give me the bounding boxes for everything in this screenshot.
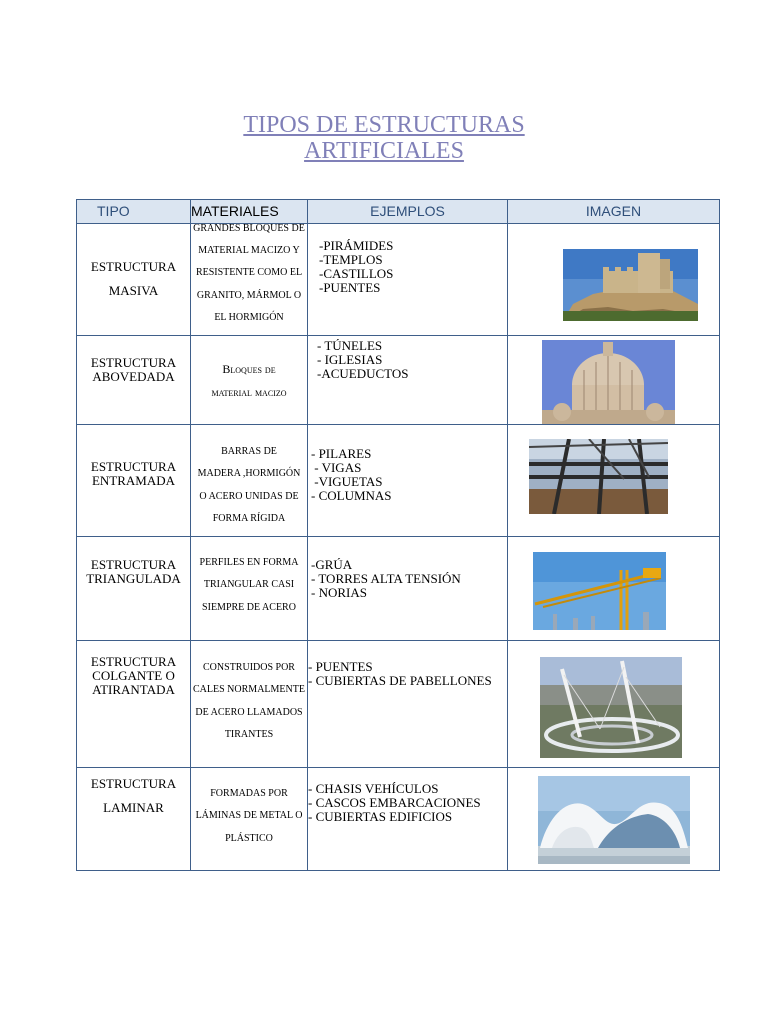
table-row bbox=[77, 536, 720, 640]
castle-photo bbox=[563, 249, 698, 321]
ejemplo-line: - PUENTES bbox=[308, 658, 373, 674]
mat-line: PERFILES EN FORMA bbox=[199, 556, 299, 568]
page-title bbox=[0, 112, 768, 164]
ejemplo-line: - CASCOS EMBARCACIONES bbox=[308, 794, 481, 810]
tipo-line: ESTRUCTURA bbox=[90, 775, 177, 791]
tipo-line: ATIRANTADA bbox=[92, 681, 175, 697]
header-ejemplos: EJEMPLOS bbox=[308, 200, 508, 224]
tipo-line: ABOVEDADA bbox=[92, 368, 175, 384]
ejemplo-line: - COLUMNAS bbox=[311, 487, 392, 503]
tipo-cell bbox=[77, 767, 191, 870]
table-row bbox=[77, 640, 720, 767]
mat-line: CONSTRUIDOS POR bbox=[203, 661, 295, 673]
imagen-cell bbox=[508, 536, 720, 640]
tipo-line: ESTRUCTURA bbox=[90, 557, 177, 572]
ejemplos-cell bbox=[308, 640, 508, 767]
ejemplo-line: - VIGAS bbox=[311, 459, 362, 475]
tipo-line: ESTRUCTURA bbox=[90, 653, 177, 669]
mat-line: EL HORMIGÓN bbox=[214, 312, 284, 324]
ejemplos-cell bbox=[308, 536, 508, 640]
mat-line: GRANITO, MÁRMOL O bbox=[196, 289, 302, 301]
imagen-cell bbox=[508, 767, 720, 870]
materiales-cell bbox=[191, 767, 308, 870]
crane-photo bbox=[533, 552, 666, 630]
materiales-cell bbox=[191, 223, 308, 335]
header-imagen: IMAGEN bbox=[508, 200, 720, 224]
ejemplos-cell bbox=[308, 767, 508, 870]
table-row bbox=[77, 223, 720, 335]
tipo-line: COLGANTE O bbox=[92, 667, 175, 683]
mat-line: SIEMPRE DE ACERO bbox=[202, 601, 296, 613]
ejemplo-line: - IGLESIAS bbox=[317, 351, 383, 367]
imagen-cell bbox=[508, 335, 720, 424]
title-line-1: TIPOS DE ESTRUCTURAS bbox=[243, 112, 525, 138]
ejemplo-line: - PILARES bbox=[311, 445, 372, 461]
tipo-cell bbox=[77, 424, 191, 536]
header-tipo: TIPO bbox=[77, 200, 191, 224]
ejemplo-line: -PIRÁMIDES bbox=[319, 237, 394, 253]
mat-line: O ACERO UNIDAS DE bbox=[199, 490, 299, 502]
mat-line: GRANDES BLOQUES DE bbox=[193, 222, 305, 234]
ejemplo-line: - TORRES ALTA TENSIÓN bbox=[311, 570, 461, 586]
tipo-line: ESTRUCTURA bbox=[90, 259, 177, 274]
header-row bbox=[77, 200, 720, 224]
mat-line: material macizo bbox=[211, 384, 287, 399]
mat-line: BARRAS DE bbox=[221, 445, 277, 457]
frame-photo bbox=[529, 439, 668, 514]
ejemplos-cell bbox=[308, 223, 508, 335]
bridge-photo bbox=[540, 657, 682, 758]
tipo-cell bbox=[77, 223, 191, 335]
tipo-line: ENTRAMADA bbox=[91, 473, 176, 488]
mat-line: TIRANTES bbox=[224, 729, 274, 740]
mat-line: LÁMINAS DE METAL O bbox=[195, 810, 303, 821]
ejemplo-line: - TÚNELES bbox=[317, 337, 383, 353]
ejemplo-line: - CUBIERTAS EDIFICIOS bbox=[308, 808, 453, 824]
mat-line: MATERIAL MACIZO Y bbox=[198, 244, 300, 256]
ejemplo-line: - CHASIS VEHÍCULOS bbox=[308, 780, 439, 796]
tipo-cell bbox=[77, 536, 191, 640]
materiales-cell bbox=[191, 424, 308, 536]
table-row bbox=[77, 424, 720, 536]
table-row bbox=[77, 767, 720, 870]
ejemplo-line: -TEMPLOS bbox=[319, 251, 383, 267]
structures-table bbox=[76, 199, 720, 871]
ejemplos-cell bbox=[308, 335, 508, 424]
title-line-2: ARTIFICIALES bbox=[304, 138, 464, 164]
mat-line: PLÁSTICO bbox=[225, 832, 273, 844]
materiales-cell bbox=[191, 640, 308, 767]
mat-line: DE ACERO LLAMADOS bbox=[195, 706, 303, 718]
tipo-line: LAMINAR bbox=[103, 799, 164, 815]
mat-line: MADERA ,HORMIGÓN bbox=[197, 468, 301, 479]
tipo-cell bbox=[77, 335, 191, 424]
ejemplo-line: -CASTILLOS bbox=[319, 265, 394, 281]
ejemplo-line: - NORIAS bbox=[311, 584, 367, 600]
mat-line: CALES NORMALMENTE bbox=[193, 684, 305, 695]
shell-building-photo bbox=[538, 776, 690, 864]
dome-photo bbox=[542, 340, 675, 424]
mat-line: FORMA RÍGIDA bbox=[212, 513, 286, 524]
ejemplo-line: - CUBIERTAS DE PABELLONES bbox=[308, 672, 492, 688]
mat-line: Bloques de bbox=[222, 361, 276, 376]
imagen-cell bbox=[508, 640, 720, 767]
mat-line: RESISTENTE COMO EL bbox=[195, 267, 303, 279]
materiales-cell bbox=[191, 335, 308, 424]
table-row bbox=[77, 335, 720, 424]
header-materiales: MATERIALES bbox=[191, 200, 308, 224]
ejemplo-line: -VIGUETAS bbox=[311, 473, 383, 489]
mat-line: TRIANGULAR CASI bbox=[203, 579, 295, 590]
ejemplos-cell bbox=[308, 424, 508, 536]
tipo-cell bbox=[77, 640, 191, 767]
imagen-cell bbox=[508, 223, 720, 335]
tipo-line: MASIVA bbox=[108, 283, 159, 298]
ejemplo-line: -ACUEDUCTOS bbox=[317, 365, 409, 381]
tipo-line: TRIANGULADA bbox=[86, 571, 181, 586]
ejemplo-line: -PUENTES bbox=[319, 279, 381, 295]
imagen-cell bbox=[508, 424, 720, 536]
tipo-line: ESTRUCTURA bbox=[90, 459, 177, 474]
ejemplo-line: -GRÚA bbox=[311, 556, 353, 572]
tipo-line: ESTRUCTURA bbox=[90, 354, 177, 370]
materiales-cell bbox=[191, 536, 308, 640]
mat-line: FORMADAS POR bbox=[210, 787, 288, 799]
